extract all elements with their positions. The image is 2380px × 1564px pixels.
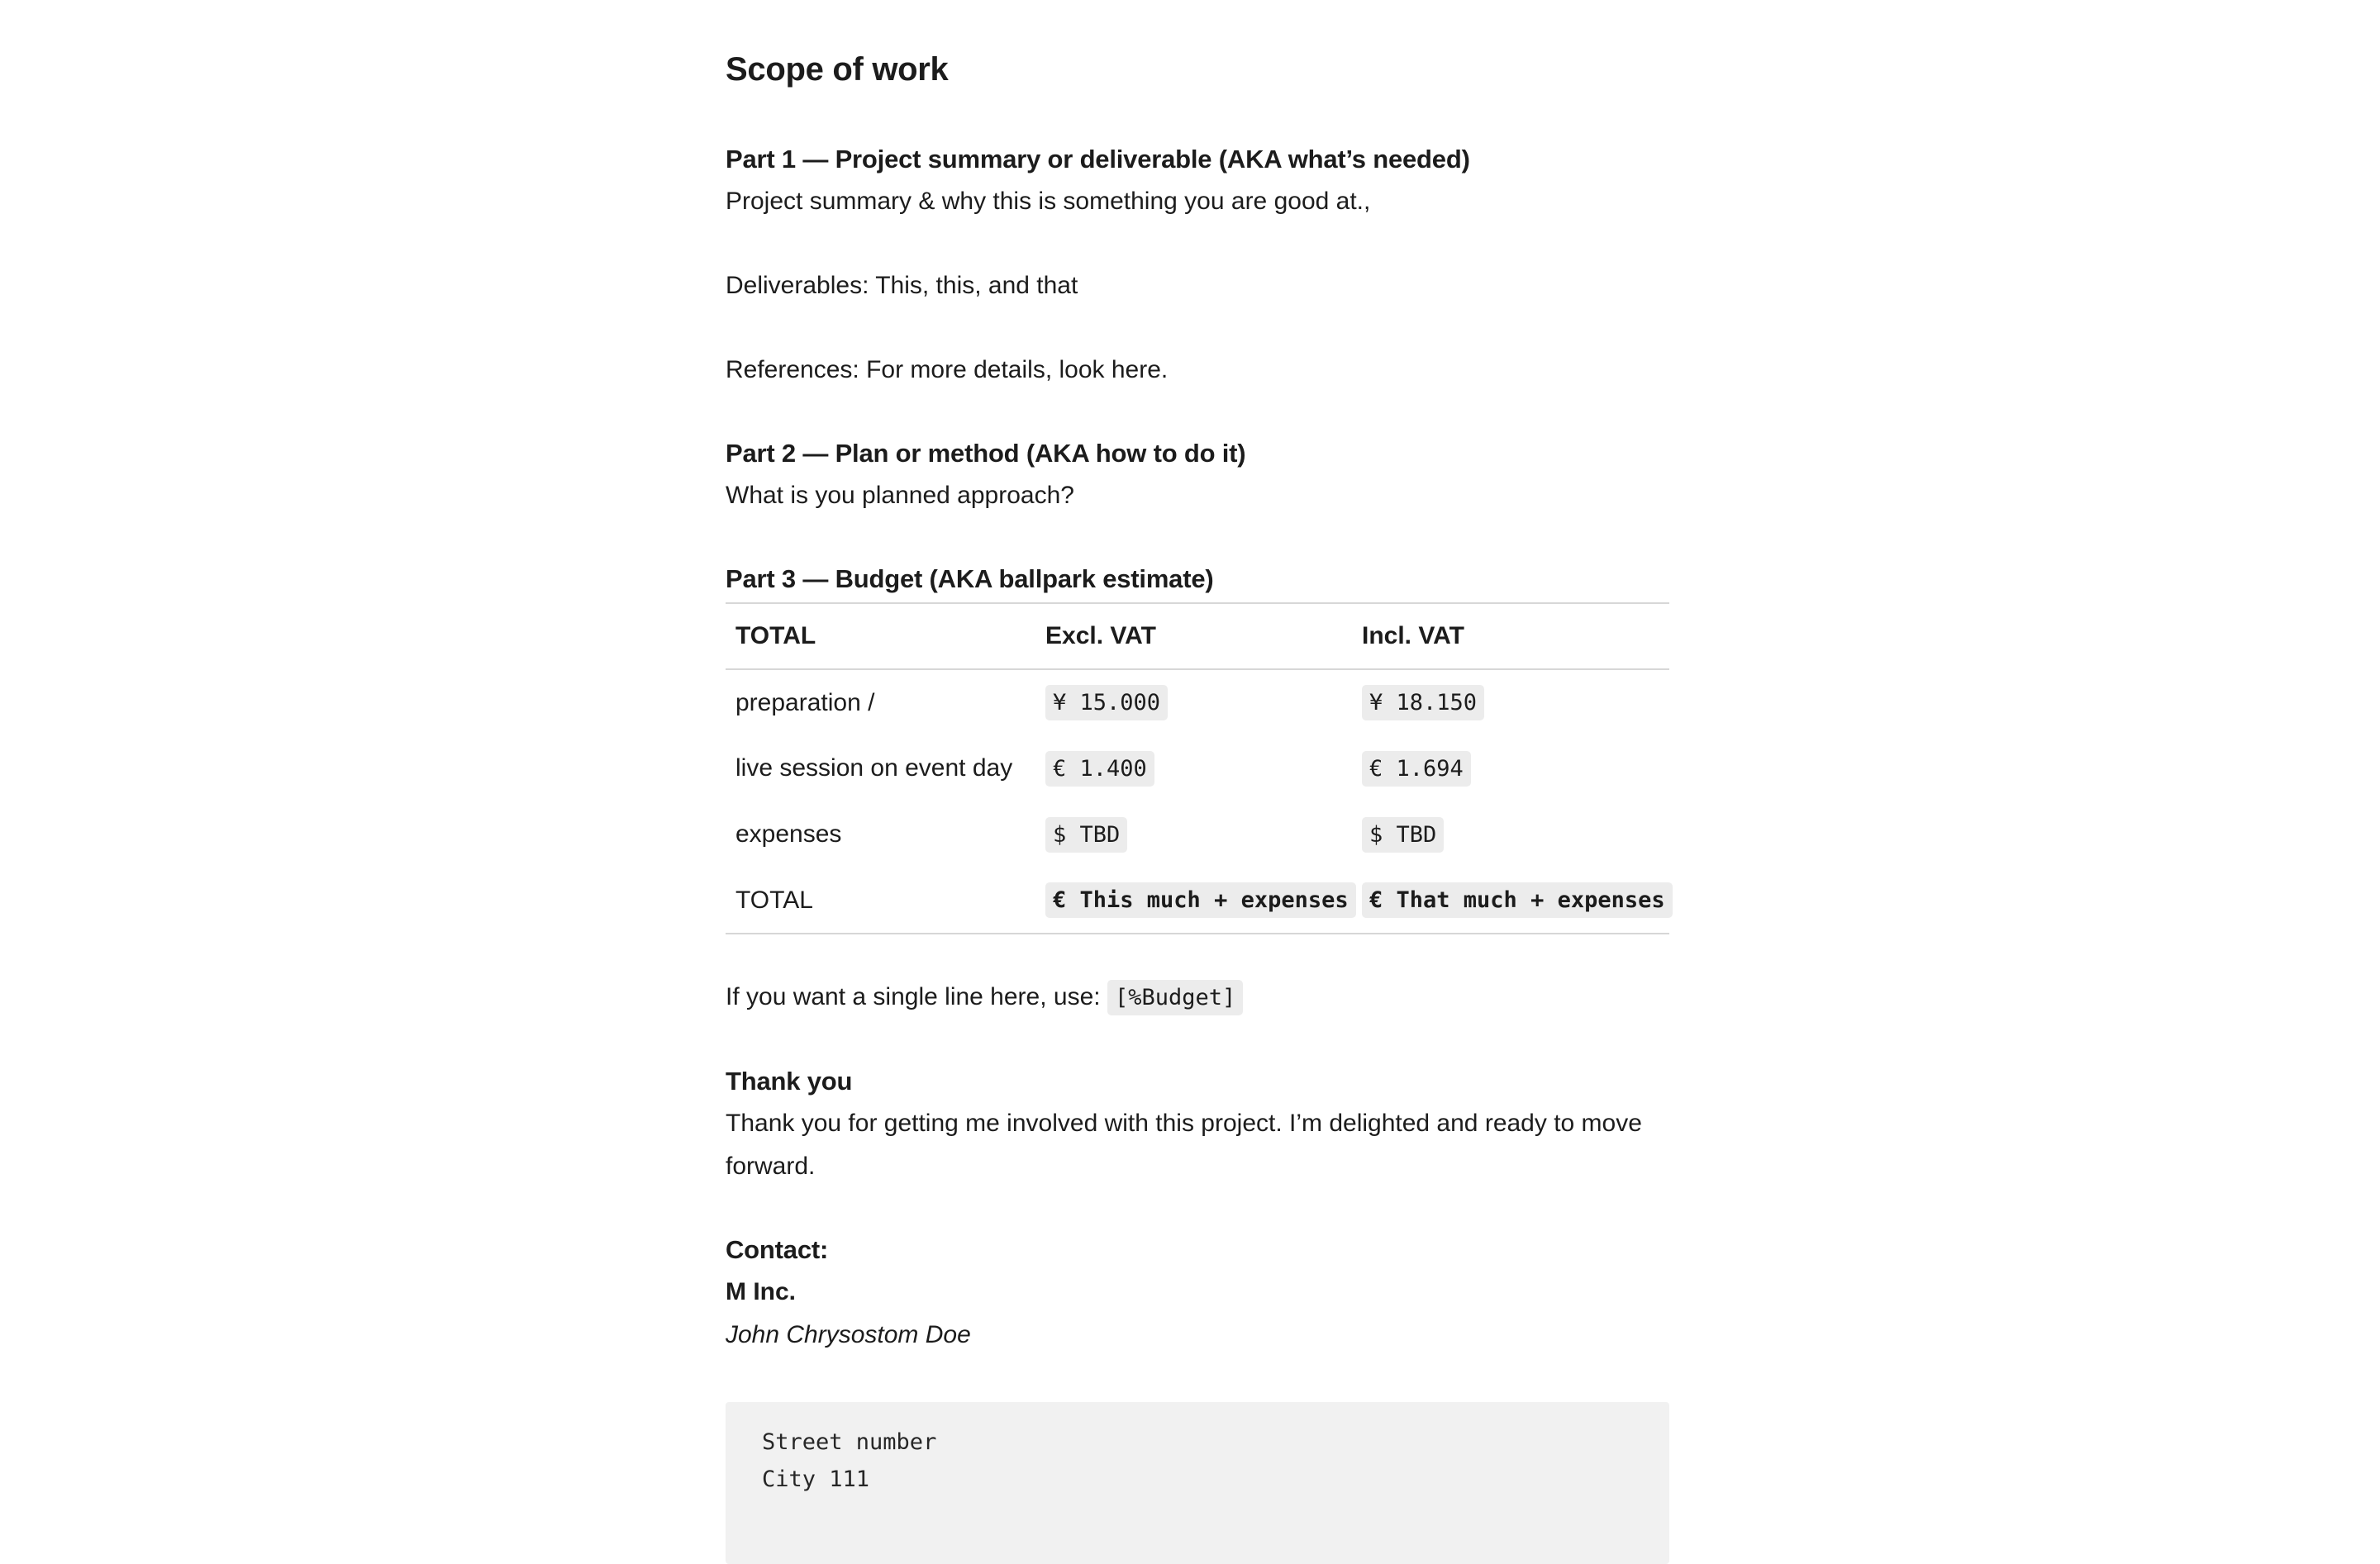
page-title: Scope of work [726,51,949,88]
part1-references: References: For more details, look here. [726,356,1169,383]
excl-vat-total-value: € This much + expenses [1045,882,1356,918]
part1-heading: Part 1 — Project summary or deliverable (AKA what’s needed) [726,145,1470,174]
document-page [726,0,1669,1564]
section-part3 [726,559,1669,1020]
part1-deliverables: Deliverables: This, this, and that [726,272,1078,299]
thanks-heading: Thank you [726,1067,853,1096]
thanks-body: Thank you for getting me involved with this project. I’m delighted and ready to move forward. [726,1110,1642,1180]
column-header-excl-vat: Excl. VAT [1045,603,1361,669]
table-row-live-session [726,735,1669,801]
budget-table-header-row [726,603,1669,669]
contact-heading: Contact: [726,1235,829,1264]
row-label: preparation / [735,688,875,716]
excl-vat-value: $ TBD [1045,817,1127,853]
contact-person: John Chrysostom Doe [726,1321,971,1348]
address-line-city: City 111 [762,1467,870,1492]
row-label: live session on event day [735,754,1013,782]
address-line-street: Street number [762,1429,937,1455]
section-part1 [726,139,1669,392]
incl-vat-value: ¥ 18.150 [1362,685,1484,720]
incl-vat-value: $ TBD [1362,817,1444,853]
contact-company: M Inc. [726,1278,797,1305]
table-row-preparation [726,669,1669,735]
part2-question: What is you planned approach? [726,482,1074,509]
contact-address-block [726,1402,1669,1564]
column-header-incl-vat: Incl. VAT [1361,603,1669,669]
part2-heading: Part 2 — Plan or method (AKA how to do it) [726,439,1246,468]
row-label: TOTAL [735,886,813,914]
note-text: If you want a single line here, use: [726,983,1107,1010]
budget-table [726,602,1669,934]
incl-vat-value: € 1.694 [1362,751,1471,787]
incl-vat-total-value: € That much + expenses [1362,882,1673,918]
column-header-total: TOTAL [726,603,1045,669]
budget-placeholder-code: [%Budget] [1107,980,1243,1015]
excl-vat-value: € 1.400 [1045,751,1154,787]
table-row-expenses [726,801,1669,868]
table-row-total [726,868,1669,934]
budget-single-line-note [726,976,1669,1020]
section-part2 [726,433,1669,517]
excl-vat-value: ¥ 15.000 [1045,685,1168,720]
part3-heading: Part 3 — Budget (AKA ballpark estimate) [726,564,1214,593]
section-thanks [726,1061,1669,1188]
part1-summary: Project summary & why this is something you are good at., [726,188,1371,215]
section-contact [726,1229,1669,1564]
row-label: expenses [735,820,842,848]
